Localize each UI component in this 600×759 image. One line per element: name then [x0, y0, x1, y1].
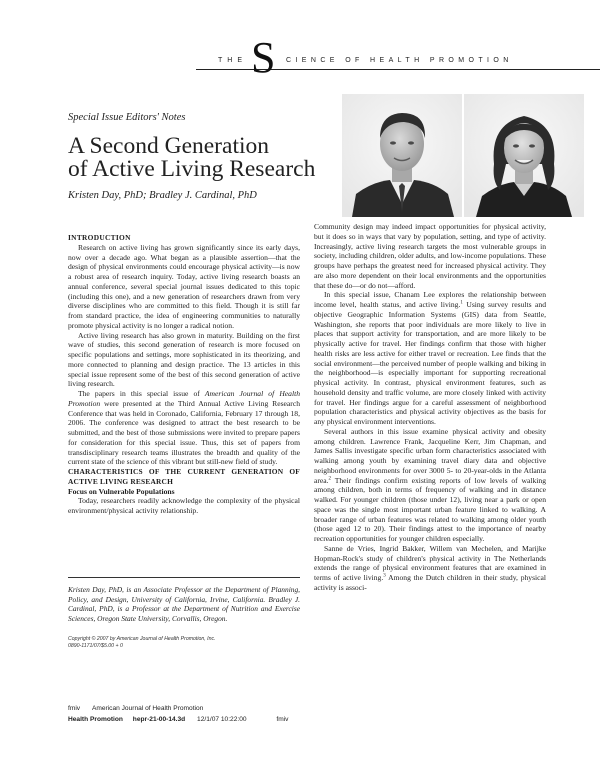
paragraph-text: Their findings confirm existing reports of low levels of walking among children, both in terms of frequency of walking and in distance walked. For younger children (those under 12), living near a park or open space was the single most important urban feature linked to walking. A broader range of urban features was related to walking among older youth (those aged 12 to 20). Their findings attest to the importance of nearby recreation opportunities for younger children especially.: [314, 475, 546, 543]
right-column: [314, 222, 546, 593]
journal-name: American Journal of Health Promotion: [68, 389, 300, 408]
footer-page-id: fmiv: [68, 705, 81, 712]
paragraph-text: Among the Dutch children in their study, physical activity is associ-: [314, 573, 546, 592]
author-affiliations: Kristen Day, PhD, is an Associate Professor at the Department of Planning, Policy, and Design, University of California, Irvine, California. Bradley J. Cardinal, PhD, is a Professor at the Department of Nutrition and Exercise Sciences, Oregon State University, Corvallis, Oregon.: [68, 585, 300, 624]
author-photo-female: [464, 94, 584, 217]
paragraph: [68, 389, 300, 467]
footer-timestamp: 12/1/07 10:22:00: [197, 716, 247, 723]
article-title: [68, 135, 315, 181]
reference-marker: 3: [383, 573, 386, 579]
header-initial-s: S: [251, 33, 276, 82]
footnote-rule: [68, 577, 300, 578]
header-section-title: CIENCE OF HEALTH PROMOTION: [286, 57, 513, 64]
paragraph-text: Several authors in this issue examine physical activity and obesity among children. Lawrence Frank, Jacqueline Kerr, Jim Chapman, and James Sallis investigate specific urban form characteristics associated with walking among youth by examining travel diary data and objective neighborhood environments for over 3000 5- to 20-year-olds in the Atlanta area.: [314, 426, 546, 485]
footer-line-2: [68, 716, 288, 723]
heading-characteristics: CHARACTERISTICS OF THE CURRENT GENERATION OF ACTIVE LIVING RESEARCH: [68, 467, 300, 486]
paragraph-text: were presented at the Third Annual Active Living Research Conference that was held in Coronado, California, February 17 through 18, 2006. The conference was designed to attract the best research to be submitted, and the best of those submissions were invited to prepare papers for consideration for this special issue. Thus, this set of papers from transdisciplinary research teams illustrates the breadth and quality of the current state of the science of this vibrant but still-new field of study.: [68, 398, 300, 467]
paragraph-text: Using survey results and objective Geographic Information Systems (GIS) data from Seattle, Washington, she reports that poor individuals are more likely to live in places that support activity for transportation, and are more likely to be physically active for travel. Her findings confirm that those with higher health risks are less active for either travel or recreation. Lee finds that the social environment—the perceived number of people walking and biking in the neighborhood—is especially important for supporting recreational physical activity. In contrast, physical environment features, such as household density and traffic volume, are more closely linked with activity for travel. Her findings argue for a careful assessment of neighborhood population characteristics and physical activity objectives as the basis for any physical environment interventions.: [314, 300, 546, 426]
paragraph: [314, 427, 546, 544]
header-the: THE: [218, 57, 247, 64]
section-label: Special Issue Editors' Notes: [68, 112, 186, 123]
title-line-2: of Active Living Research: [68, 156, 316, 182]
paragraph: Active living research has also grown in maturity. Building on the first wave of studies, this second generation of research is more focused on specific populations and settings, more sophisticated in its theorizing, and more connected to planning and design practice. The 13 articles in this special issue represent some of the best of this second generation of active living research.: [68, 330, 300, 389]
author-photo-male: [342, 94, 462, 217]
paragraph: Research on active living has grown significantly since its early days, now over a decade ago. What began as a plausible assertion—that the design of physical environments could encourage physical activity—is now a robust area of research inquiry. Today, active living research boasts an annual conference, several special journal issues dedicated to this topic (including this one), and a new generation of researchers drawn from very diverse disciplines who are committed to this field. Though it is still far from standard practice, the idea of engineering communities to naturally promote physical activity is no longer a radical notion.: [68, 242, 300, 330]
heading-introduction: INTRODUCTION: [68, 233, 131, 242]
paragraph-text: Sanne de Vries, Ingrid Bakker, Willem van Mechelen, and Marijke Hopman-Rock's study of children's physical activity in The Netherlands extends the range of physical environment features that are examined in terms of active living.: [314, 543, 546, 582]
left-column: [68, 233, 300, 516]
issn-line: 0890-1171/07/$5.00 + 0: [68, 642, 123, 649]
footer-running-head: Health Promotion: [68, 716, 123, 723]
copyright-notice: [68, 636, 300, 649]
paragraph: [314, 290, 546, 427]
reference-marker: 2: [328, 475, 332, 481]
title-line-1: A Second Generation: [68, 133, 270, 159]
copyright-line: Copyright © 2007 by American Journal of Health Promotion, Inc.: [68, 636, 216, 642]
paragraph: Today, researchers readily acknowledge the complexity of the physical environment/physical activity relationship.: [68, 496, 300, 515]
footer-page-id: fmiv: [276, 716, 289, 723]
paragraph-text: The papers in this special issue of: [78, 389, 205, 398]
footer-journal: American Journal of Health Promotion: [91, 705, 204, 712]
paragraph: [314, 544, 546, 593]
paragraph-text: In this special issue, Chanam Lee explores the relationship between income level, health status, and active living.: [314, 290, 546, 309]
subheading-vulnerable-populations: Focus on Vulnerable Populations: [68, 486, 175, 496]
footer-line-1: [68, 705, 203, 712]
reference-marker: 1: [460, 300, 463, 306]
article-authors: Kristen Day, PhD; Bradley J. Cardinal, PhD: [68, 190, 257, 201]
footer-file: hepr-21-00-14.3d: [132, 716, 186, 723]
paragraph: Community design may indeed impact opportunities for physical activity, but it does so in ways that vary by population, setting, and type of activity. Increasingly, active living research targets the most vulnerable groups in society, including children, older adults, and low-income populations. These groups have perhaps the greatest need for increased physical activity. They are also more dependent on their local environments and the opportunities that these do—or do not—afford.: [314, 222, 546, 290]
